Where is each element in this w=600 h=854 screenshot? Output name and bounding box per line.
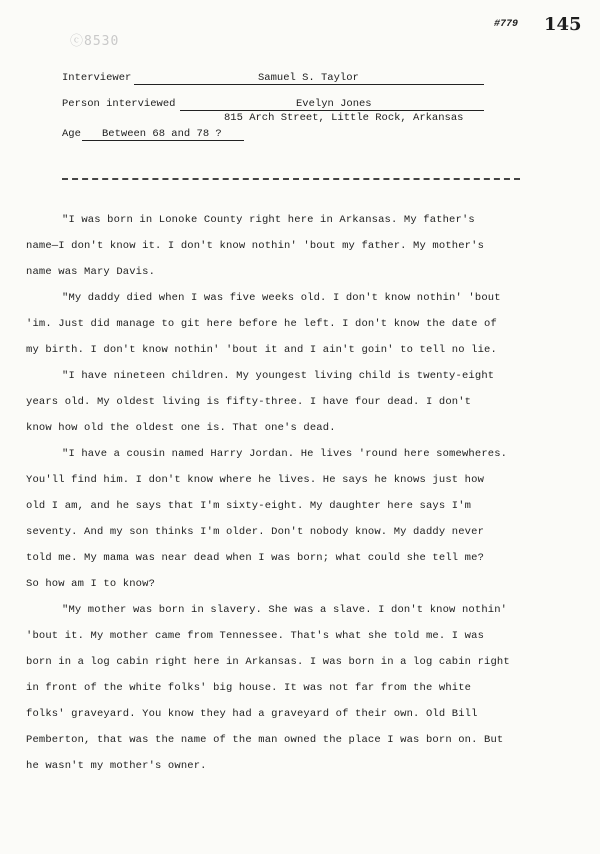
- text-line: "I have nineteen children. My youngest living child is twenty-eight: [62, 370, 495, 382]
- text-line: name was Mary Davis.: [26, 266, 156, 278]
- text-line: So how am I to know?: [26, 578, 156, 590]
- text-line: "My daddy died when I was five weeks old. I don't know nothin' 'bout: [62, 292, 501, 304]
- page-number: 145: [544, 14, 582, 35]
- text-line: old I am, and he says that I'm sixty-eight. My daughter here says I'm: [26, 500, 472, 512]
- age-value: Between 68 and 78 ?: [102, 128, 222, 140]
- person-interviewed-underline: [180, 110, 484, 111]
- text-line: "I have a cousin named Harry Jordan. He lives 'round here somewheres.: [62, 448, 508, 460]
- text-line: 'bout it. My mother came from Tennessee. That's what she told me. I was: [26, 630, 485, 642]
- person-address: 815 Arch Street, Little Rock, Arkansas: [224, 112, 464, 124]
- text-line: in front of the white folks' big house. It was not far from the white: [26, 682, 472, 694]
- interviewer-value: Samuel S. Taylor: [258, 72, 359, 84]
- archive-stamp: ⓒ8530: [70, 34, 120, 49]
- text-line: he wasn't my mother's owner.: [26, 760, 207, 772]
- text-line: "I was born in Lonoke County right here in Arkansas. My father's: [62, 214, 475, 226]
- person-interviewed-value: Evelyn Jones: [296, 98, 372, 110]
- reference-number: #779: [494, 19, 519, 30]
- text-line: You'll find him. I don't know where he lives. He says he knows just how: [26, 474, 485, 486]
- text-line: born in a log cabin right here in Arkansas. I was born in a log cabin right: [26, 656, 510, 668]
- text-line: told me. My mama was near dead when I was born; what could she tell me?: [26, 552, 485, 564]
- text-line: "My mother was born in slavery. She was a slave. I don't know nothin': [62, 604, 508, 616]
- text-line: 'im. Just did manage to git here before he left. I don't know the date of: [26, 318, 497, 330]
- text-line: my birth. I don't know nothin' 'bout it and I ain't goin' to tell no lie.: [26, 344, 497, 356]
- section-divider: [62, 178, 520, 180]
- age-label: Age: [62, 128, 81, 140]
- text-line: know how old the oldest one is. That one's dead.: [26, 422, 336, 434]
- text-line: folks' graveyard. You know they had a graveyard of their own. Old Bill: [26, 708, 478, 720]
- interviewer-underline: [134, 84, 484, 85]
- text-line: seventy. And my son thinks I'm older. Don't nobody know. My daddy never: [26, 526, 485, 538]
- text-line: name—I don't know it. I don't know nothin' 'bout my father. My mother's: [26, 240, 485, 252]
- text-line: years old. My oldest living is fifty-three. I have four dead. I don't: [26, 396, 472, 408]
- person-interviewed-label: Person interviewed: [62, 98, 176, 110]
- interviewer-label: Interviewer: [62, 72, 132, 84]
- age-underline: [82, 140, 244, 141]
- text-line: Pemberton, that was the name of the man owned the place I was born on. But: [26, 734, 504, 746]
